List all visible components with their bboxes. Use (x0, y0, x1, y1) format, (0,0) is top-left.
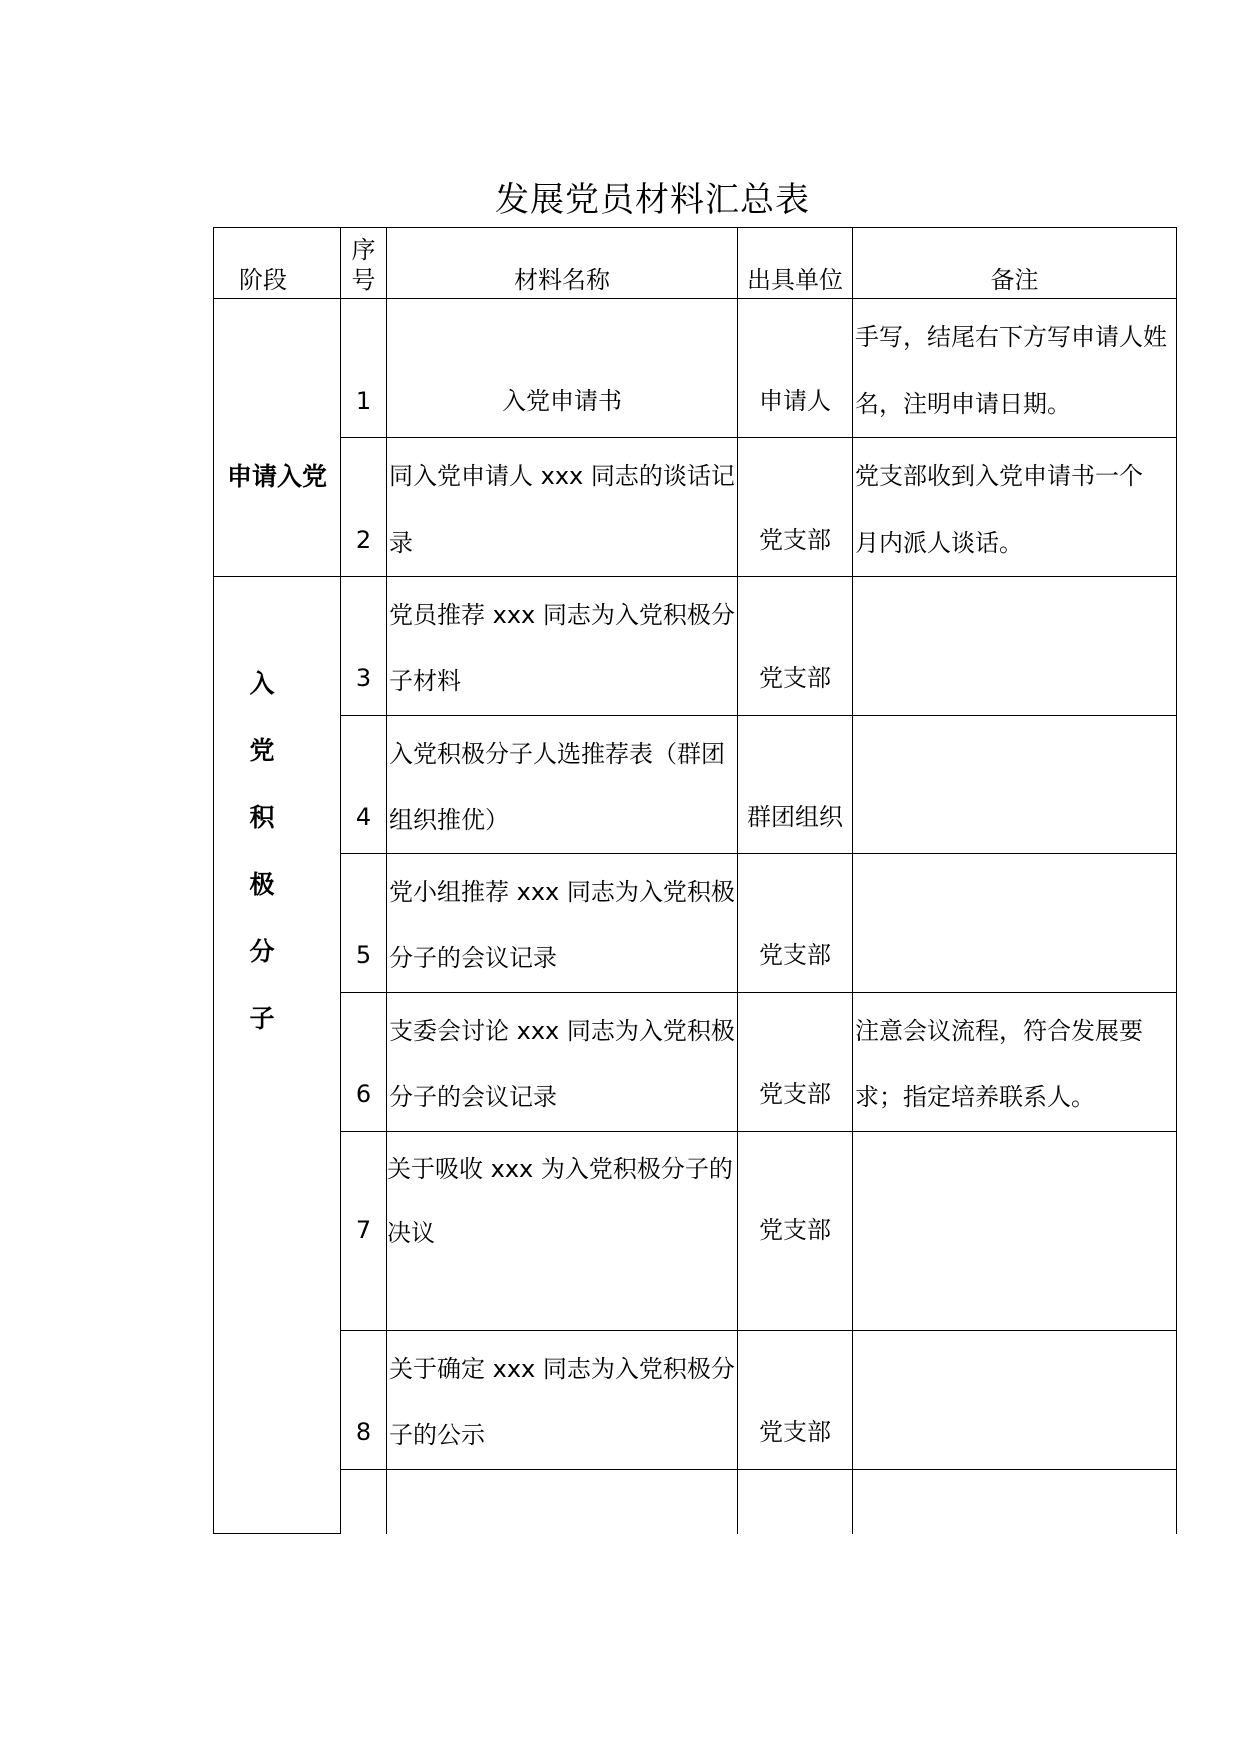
row-issuer: 党支部 (759, 526, 831, 554)
row-material-line1: 党小组推荐 xxx 同志为入党积极 (389, 878, 735, 906)
stage-apply: 申请入党 (226, 462, 327, 491)
row-material-line2: 分子的会议记录 (389, 1083, 557, 1111)
row-issuer: 群团组织 (747, 803, 843, 831)
stage-activist-char: 子 (249, 1004, 275, 1033)
column-divider (852, 227, 853, 1534)
row-material-line1: 关于确定 xxx 同志为入党积极分 (389, 1355, 735, 1383)
page-title: 发展党员材料汇总表 (495, 180, 810, 220)
row-material-line2: 决议 (387, 1219, 435, 1247)
stage-activist-char: 极 (249, 870, 275, 899)
row-issuer: 党支部 (759, 1080, 831, 1108)
row-divider (340, 1330, 1177, 1331)
row-seq: 1 (355, 387, 372, 415)
row-divider (340, 853, 1177, 854)
row-remark-line2: 名，注明申请日期。 (855, 390, 1071, 418)
row-material-line1: 入党积极分子人选推荐表（群团 (389, 740, 725, 768)
row-issuer: 党支部 (759, 941, 831, 969)
stage-column-bottom (213, 1533, 341, 1534)
row-issuer: 党支部 (759, 664, 831, 692)
header-seq-bottom: 号 (351, 266, 376, 294)
row-divider (340, 1131, 1177, 1132)
row-material-line2: 组织推优） (389, 806, 509, 834)
header-stage: 阶段 (239, 266, 287, 294)
header-divider (213, 298, 1177, 299)
row-remark-line2: 求；指定培养联系人。 (855, 1083, 1095, 1111)
row-remark-line1: 手写，结尾右下方写申请人姓 (855, 323, 1167, 351)
row-material-line1: 支委会讨论 xxx 同志为入党积极 (389, 1017, 735, 1045)
row-issuer: 党支部 (759, 1418, 831, 1446)
row-material-line2: 子材料 (389, 667, 461, 695)
row-seq: 6 (355, 1080, 372, 1108)
header-seq-top: 序 (351, 236, 376, 264)
row-divider (340, 992, 1177, 993)
row-seq: 4 (355, 803, 372, 831)
stage-activist-char: 分 (249, 937, 275, 966)
row-issuer: 申请人 (759, 387, 831, 415)
row-material-line2: 录 (389, 529, 413, 557)
row-remark-line1: 注意会议流程，符合发展要 (855, 1017, 1143, 1045)
row-seq: 3 (355, 664, 372, 692)
stage-activist-char: 积 (249, 803, 275, 832)
row-divider (340, 1469, 1177, 1470)
row-material-line1: 关于吸收 xxx 为入党积极分子的 (387, 1155, 733, 1183)
row-divider (340, 437, 1177, 438)
stage-activist-char: 入 (249, 669, 275, 698)
row-seq: 2 (355, 526, 372, 554)
row-material: 入党申请书 (502, 387, 622, 415)
row-seq: 5 (355, 941, 372, 969)
table-border-right (1176, 227, 1177, 1534)
row-material-line2: 子的公示 (389, 1421, 485, 1449)
row-seq: 8 (355, 1418, 372, 1446)
column-divider (737, 227, 738, 1534)
stage-activist-char: 党 (249, 736, 275, 765)
row-material-line1: 党员推荐 xxx 同志为入党积极分 (389, 601, 735, 629)
row-seq: 7 (355, 1216, 372, 1244)
row-material-line1: 同入党申请人 xxx 同志的谈话记 (389, 462, 735, 490)
row-divider (340, 715, 1177, 716)
row-material-line2: 分子的会议记录 (389, 944, 557, 972)
stage-divider (213, 576, 1177, 577)
header-issuer: 出具单位 (747, 266, 843, 294)
row-remark-line1: 党支部收到入党申请书一个 (855, 462, 1143, 490)
header-material: 材料名称 (514, 266, 610, 294)
column-divider (386, 227, 387, 1534)
row-issuer: 党支部 (759, 1216, 831, 1244)
column-divider (340, 227, 341, 1534)
header-remark: 备注 (990, 266, 1039, 294)
table-border-top (213, 227, 1177, 228)
row-remark-line2: 月内派人谈话。 (855, 529, 1023, 557)
